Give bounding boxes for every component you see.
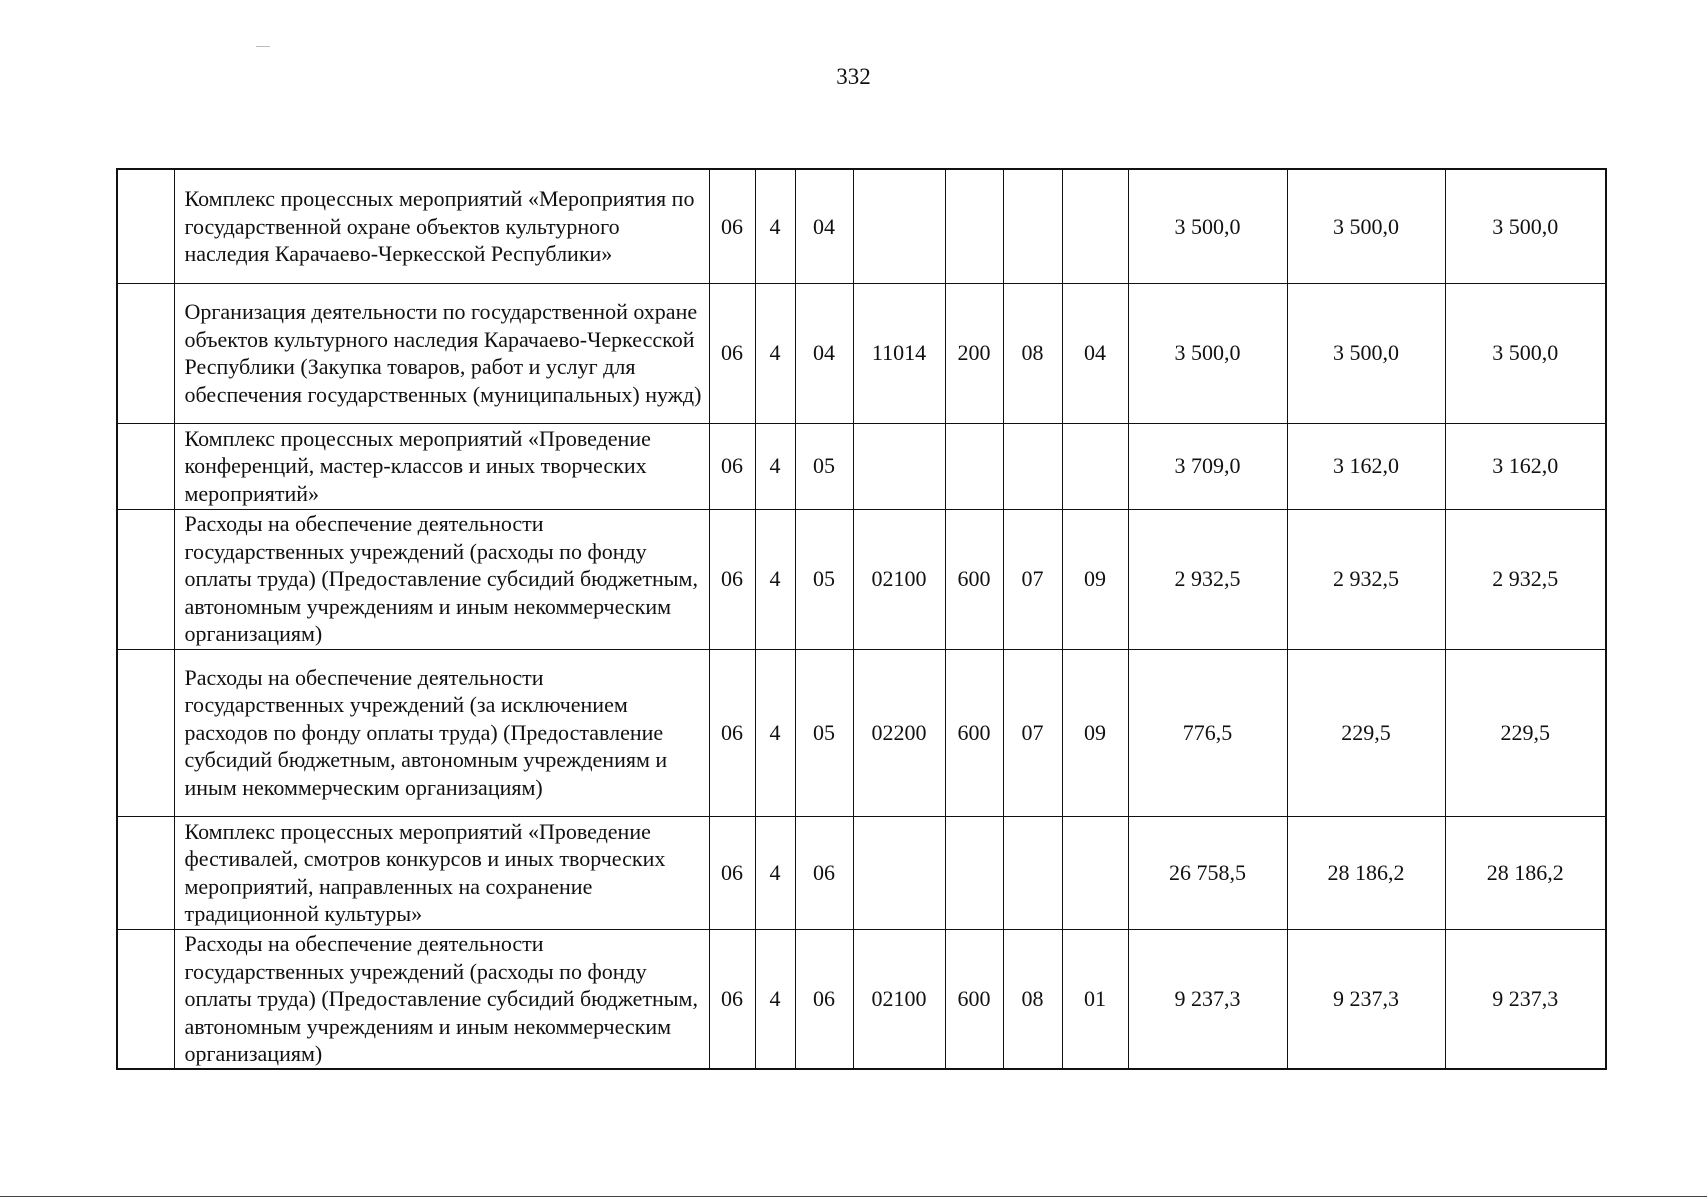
code-direction: 02100 bbox=[853, 929, 945, 1069]
row-index-cell bbox=[117, 283, 174, 423]
amount-year-3: 28 186,2 bbox=[1445, 816, 1606, 929]
code-program: 06 bbox=[709, 816, 755, 929]
amount-year-1: 9 237,3 bbox=[1128, 929, 1287, 1069]
code-section: 08 bbox=[1003, 283, 1062, 423]
code-direction: 02200 bbox=[853, 649, 945, 816]
budget-table-container bbox=[116, 168, 1605, 1070]
code-section: 07 bbox=[1003, 649, 1062, 816]
scan-mark bbox=[256, 46, 270, 47]
code-expense-type bbox=[945, 423, 1003, 509]
row-index-cell bbox=[117, 423, 174, 509]
amount-year-2: 3 500,0 bbox=[1287, 283, 1445, 423]
code-subprogram: 4 bbox=[755, 169, 795, 283]
row-description: Расходы на обеспечение деятельности государственных учреждений (расходы по фонду оплаты труда) (Предоставление субсидий бюджетным, автономным учреждениям и иным некоммерческим организациям) bbox=[174, 929, 709, 1069]
code-event: 06 bbox=[795, 816, 853, 929]
code-subprogram: 4 bbox=[755, 509, 795, 649]
table-row bbox=[117, 929, 1606, 1069]
code-direction bbox=[853, 423, 945, 509]
table-row bbox=[117, 649, 1606, 816]
row-description: Комплекс процессных мероприятий «Проведение фестивалей, смотров конкурсов и иных творческих мероприятий, направленных на сохранение традиционной культуры» bbox=[174, 816, 709, 929]
code-subsection: 09 bbox=[1062, 509, 1128, 649]
amount-year-1: 3 500,0 bbox=[1128, 283, 1287, 423]
code-subsection: 04 bbox=[1062, 283, 1128, 423]
code-program: 06 bbox=[709, 283, 755, 423]
row-index-cell bbox=[117, 509, 174, 649]
code-event: 05 bbox=[795, 423, 853, 509]
code-subsection bbox=[1062, 423, 1128, 509]
table-row bbox=[117, 816, 1606, 929]
amount-year-1: 3 500,0 bbox=[1128, 169, 1287, 283]
row-index-cell bbox=[117, 169, 174, 283]
code-subprogram: 4 bbox=[755, 423, 795, 509]
code-direction bbox=[853, 169, 945, 283]
code-event: 04 bbox=[795, 169, 853, 283]
row-description: Организация деятельности по государственной охране объектов культурного наследия Карачаево-Черкесской Республики (Закупка товаров, работ и услуг для обеспечения государственных (муниципальных) нужд) bbox=[174, 283, 709, 423]
code-direction bbox=[853, 816, 945, 929]
code-direction: 11014 bbox=[853, 283, 945, 423]
code-expense-type: 200 bbox=[945, 283, 1003, 423]
code-section bbox=[1003, 816, 1062, 929]
code-section bbox=[1003, 423, 1062, 509]
code-direction: 02100 bbox=[853, 509, 945, 649]
table-row bbox=[117, 169, 1606, 283]
code-subprogram: 4 bbox=[755, 929, 795, 1069]
amount-year-1: 3 709,0 bbox=[1128, 423, 1287, 509]
amount-year-2: 229,5 bbox=[1287, 649, 1445, 816]
row-index-cell bbox=[117, 649, 174, 816]
code-expense-type bbox=[945, 169, 1003, 283]
code-subsection: 01 bbox=[1062, 929, 1128, 1069]
code-event: 04 bbox=[795, 283, 853, 423]
code-expense-type bbox=[945, 816, 1003, 929]
code-subprogram: 4 bbox=[755, 283, 795, 423]
code-subsection bbox=[1062, 169, 1128, 283]
code-program: 06 bbox=[709, 649, 755, 816]
amount-year-1: 776,5 bbox=[1128, 649, 1287, 816]
code-expense-type: 600 bbox=[945, 509, 1003, 649]
amount-year-2: 2 932,5 bbox=[1287, 509, 1445, 649]
code-subsection: 09 bbox=[1062, 649, 1128, 816]
code-event: 06 bbox=[795, 929, 853, 1069]
row-index-cell bbox=[117, 929, 174, 1069]
code-expense-type: 600 bbox=[945, 929, 1003, 1069]
scan-bottom-edge bbox=[0, 1196, 1707, 1197]
amount-year-1: 26 758,5 bbox=[1128, 816, 1287, 929]
amount-year-3: 3 500,0 bbox=[1445, 283, 1606, 423]
code-section bbox=[1003, 169, 1062, 283]
code-subsection bbox=[1062, 816, 1128, 929]
amount-year-2: 9 237,3 bbox=[1287, 929, 1445, 1069]
code-program: 06 bbox=[709, 423, 755, 509]
budget-table bbox=[116, 168, 1607, 1070]
code-event: 05 bbox=[795, 509, 853, 649]
row-description: Комплекс процессных мероприятий «Мероприятия по государственной охране объектов культурного наследия Карачаево-Черкесской Республики» bbox=[174, 169, 709, 283]
code-program: 06 bbox=[709, 169, 755, 283]
row-description: Расходы на обеспечение деятельности государственных учреждений (за исключением расходов по фонду оплаты труда) (Предоставление субсидий бюджетным, автономным учреждениям и иным некоммерческим организациям) bbox=[174, 649, 709, 816]
row-description: Комплекс процессных мероприятий «Проведение конференций, мастер-классов и иных творческих мероприятий» bbox=[174, 423, 709, 509]
table-row bbox=[117, 509, 1606, 649]
row-index-cell bbox=[117, 816, 174, 929]
amount-year-2: 3 500,0 bbox=[1287, 169, 1445, 283]
amount-year-3: 2 932,5 bbox=[1445, 509, 1606, 649]
table-row bbox=[117, 283, 1606, 423]
row-description: Расходы на обеспечение деятельности государственных учреждений (расходы по фонду оплаты труда) (Предоставление субсидий бюджетным, автономным учреждениям и иным некоммерческим организациям) bbox=[174, 509, 709, 649]
amount-year-3: 9 237,3 bbox=[1445, 929, 1606, 1069]
amount-year-3: 3 162,0 bbox=[1445, 423, 1606, 509]
page-number: 332 bbox=[836, 64, 871, 89]
code-subprogram: 4 bbox=[755, 649, 795, 816]
code-expense-type: 600 bbox=[945, 649, 1003, 816]
amount-year-2: 28 186,2 bbox=[1287, 816, 1445, 929]
amount-year-3: 229,5 bbox=[1445, 649, 1606, 816]
amount-year-3: 3 500,0 bbox=[1445, 169, 1606, 283]
amount-year-1: 2 932,5 bbox=[1128, 509, 1287, 649]
code-section: 07 bbox=[1003, 509, 1062, 649]
code-section: 08 bbox=[1003, 929, 1062, 1069]
code-program: 06 bbox=[709, 929, 755, 1069]
amount-year-2: 3 162,0 bbox=[1287, 423, 1445, 509]
code-event: 05 bbox=[795, 649, 853, 816]
code-subprogram: 4 bbox=[755, 816, 795, 929]
table-row bbox=[117, 423, 1606, 509]
code-program: 06 bbox=[709, 509, 755, 649]
